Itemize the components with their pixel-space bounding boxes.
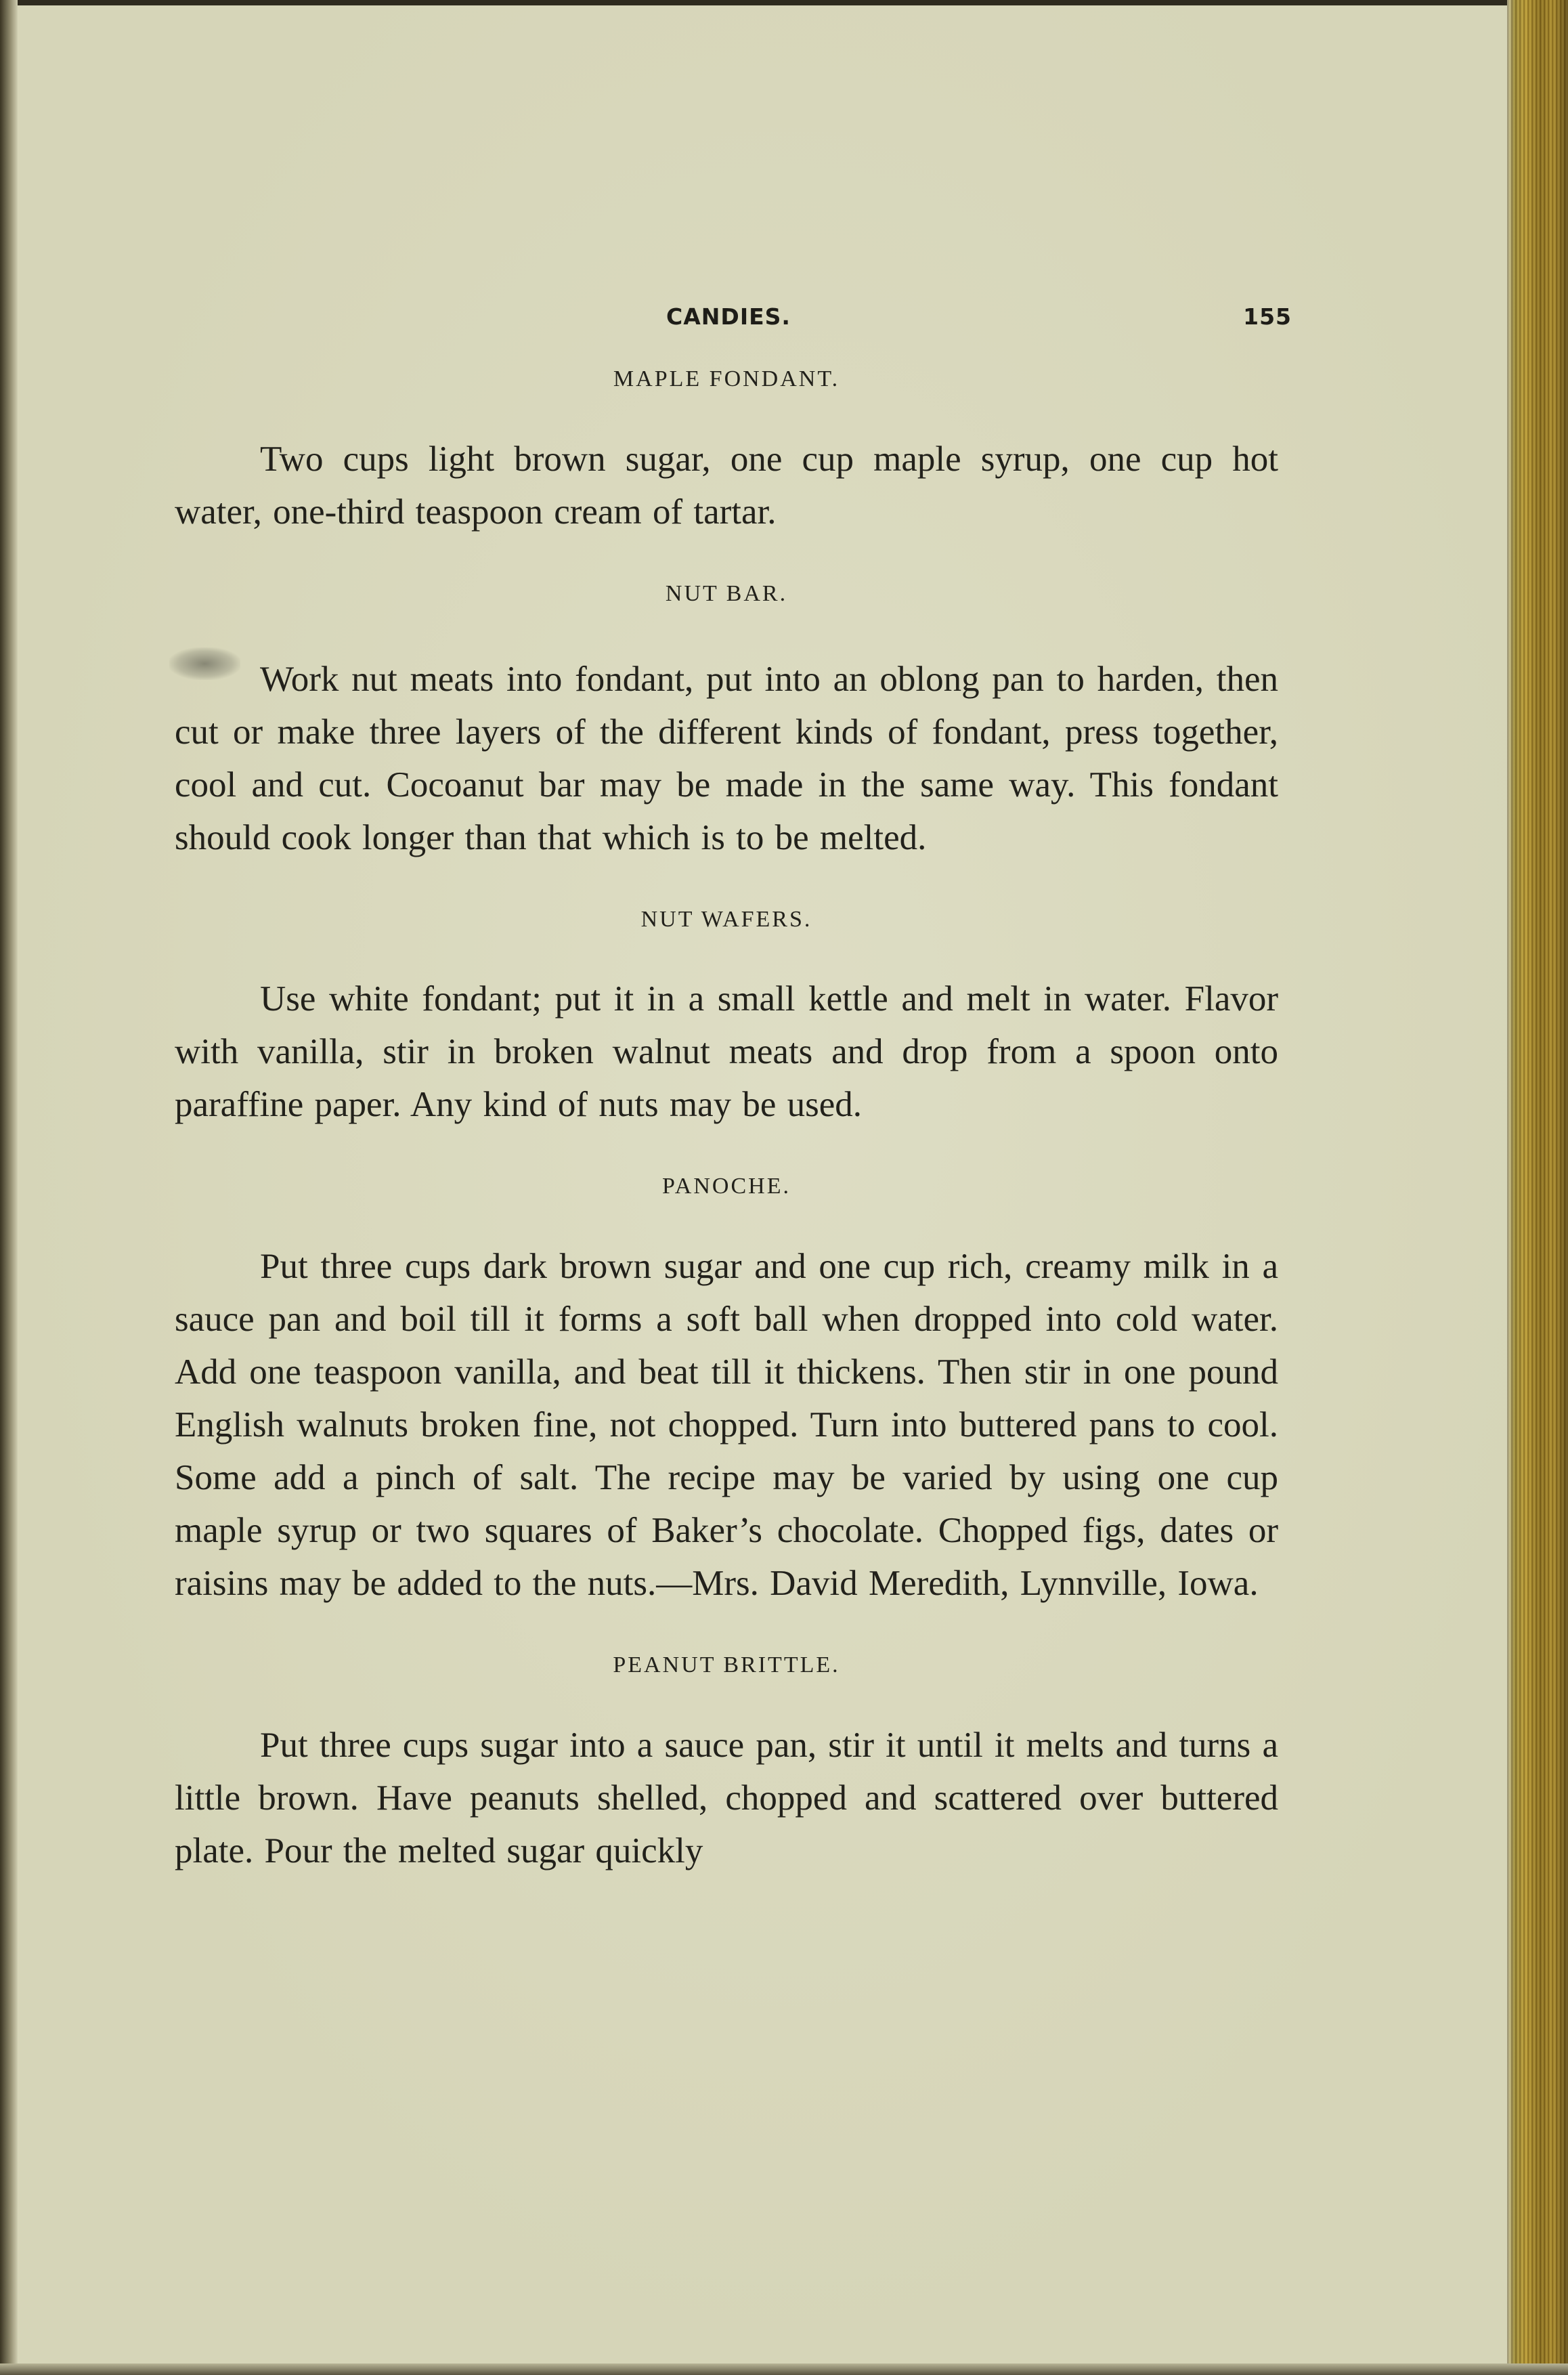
- recipe-peanut-brittle: [175, 1652, 1278, 1877]
- recipe-title: MAPLE FONDANT.: [613, 366, 840, 391]
- recipe-text: Put three cups sugar into a sauce pan, stir it until it melts and turns a little brown. Have peanuts shelled, chopped and scattered over buttered plate. Pour the melted sugar quickly: [175, 1725, 1278, 1870]
- recipe-text: Work nut meats into fondant, put into an oblong pan to harden, then cut or make three layers of the different kinds of fondant, press together, cool and cut. Cocoanut bar may be made in the same way. This fondant should cook longer than that which is to be melted.: [175, 659, 1278, 857]
- page-top-edge: [0, 0, 1568, 5]
- recipe-text: Two cups light brown sugar, one cup maple syrup, one cup hot water, one-third teaspoon cream of tartar.: [175, 439, 1278, 532]
- running-head: [173, 303, 1292, 337]
- recipe-nut-wafers: [175, 906, 1278, 1132]
- recipe-title: NUT WAFERS.: [640, 906, 812, 932]
- page-content: [175, 366, 1278, 1919]
- recipe-maple-fondant: [175, 366, 1278, 538]
- recipe-text: Use white fondant; put it in a small kettle and melt in water. Flavor with vanilla, stir in broken walnut meats and drop from a spoon onto paraffine paper. Any kind of nuts may be used.: [175, 979, 1278, 1125]
- recipe-title: NUT BAR.: [665, 580, 788, 606]
- page-left-edge: [0, 0, 18, 2375]
- recipe-text: Put three cups dark brown sugar and one cup rich, creamy milk in a sauce pan and boil till it forms a soft ball when dropped into cold water. Add one teaspoon vanilla, and beat till it thickens. Then stir in one pound English walnuts broken fine, not chopped. Turn into buttered pans to cool. Some add a pinch of salt. The recipe may be varied by using one cup maple syrup or two squares of Baker’s chocolate. Chopped figs, dates or raisins may be added to the nuts.—Mrs. David Meredith, Lynnville, Iowa.: [175, 1247, 1278, 1604]
- recipe-nut-bar: [175, 580, 1278, 864]
- page-bottom-edge: [0, 2363, 1568, 2375]
- page-number: 155: [1243, 303, 1292, 330]
- recipe-title: PANOCHE.: [662, 1174, 791, 1199]
- section-title: CANDIES.: [666, 303, 791, 330]
- book-fore-edge: [1507, 0, 1568, 2375]
- recipe-title: PEANUT BRITTLE.: [613, 1652, 840, 1678]
- recipe-panoche: [175, 1173, 1278, 1610]
